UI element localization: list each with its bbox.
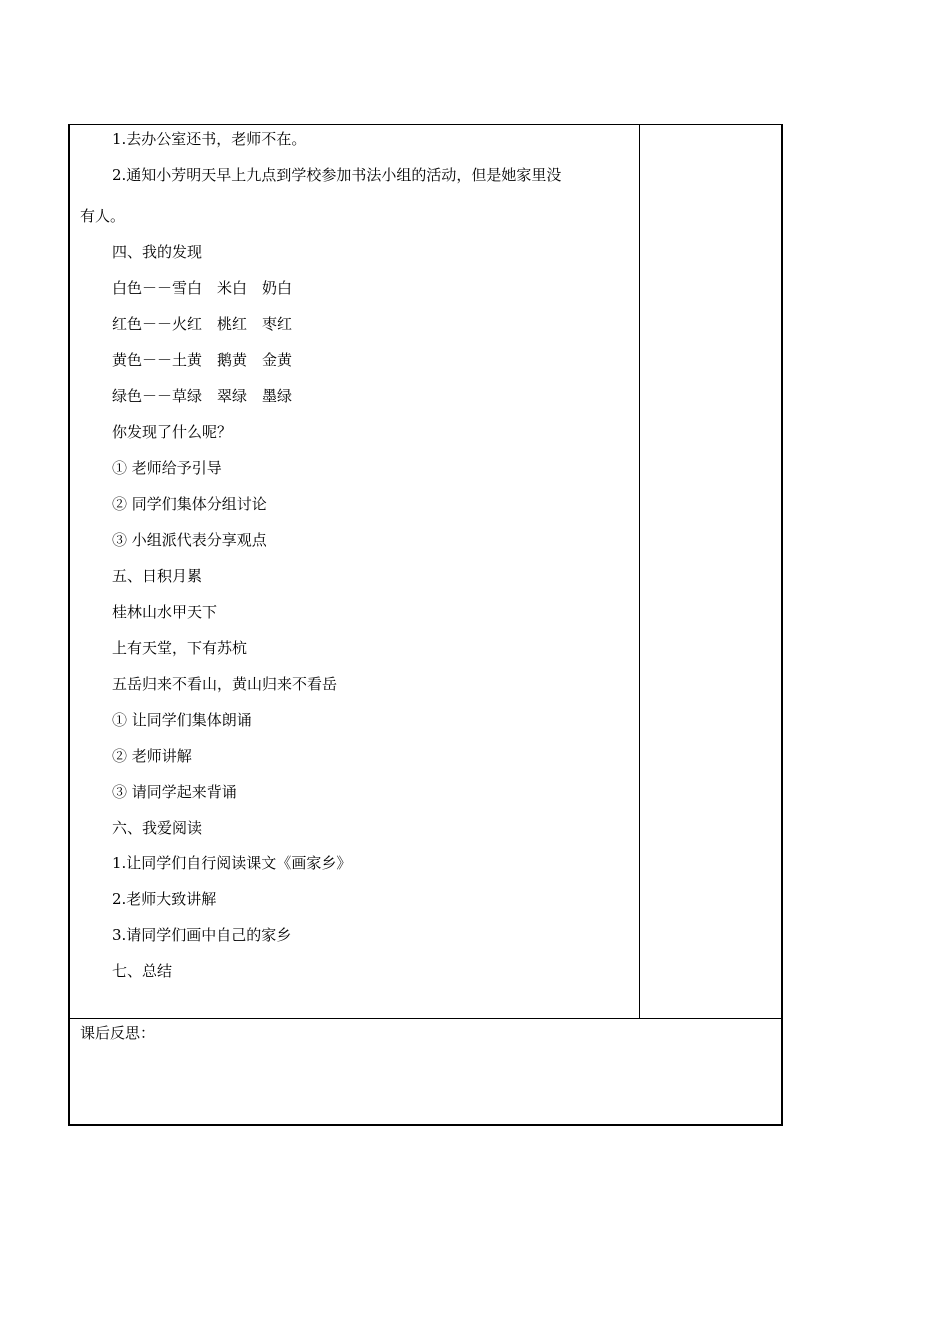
lesson-line: ③ 请同学起来背诵	[112, 783, 237, 801]
lesson-line: ① 让同学们集体朗诵	[112, 711, 252, 729]
lesson-line: 六、我爱阅读	[112, 819, 203, 837]
lesson-line: 黄色－－土黄 鹅黄 金黄	[112, 351, 293, 369]
lesson-line: ③ 小组派代表分享观点	[112, 531, 267, 549]
lesson-plan-table	[68, 124, 783, 1126]
lesson-line: ② 老师讲解	[112, 747, 192, 765]
lesson-line: 3.请同学们画中自己的家乡	[112, 926, 292, 944]
lesson-line: 四、我的发现	[112, 243, 203, 261]
lesson-line: 七、总结	[112, 962, 173, 980]
lesson-line: 五岳归来不看山，黄山归来不看岳	[112, 675, 338, 693]
reflection-cell	[70, 1018, 781, 1124]
lesson-line: 1.去办公室还书，老师不在。	[112, 130, 307, 148]
lesson-line: 绿色－－草绿 翠绿 墨绿	[112, 387, 293, 405]
lesson-line: 你发现了什么呢？	[112, 423, 233, 441]
lesson-content-cell	[70, 125, 640, 1018]
lesson-line: 2.老师大致讲解	[112, 890, 217, 908]
lesson-line: ① 老师给予引导	[112, 459, 222, 477]
lesson-line: 桂林山水甲天下	[112, 603, 218, 621]
lesson-line: ② 同学们集体分组讨论	[112, 495, 267, 513]
lesson-line: 五、日积月累	[112, 567, 203, 585]
notes-cell	[640, 125, 781, 1018]
lesson-line: 有人。	[80, 207, 126, 225]
reflection-label: 课后反思：	[80, 1024, 156, 1042]
lesson-line: 1.让同学们自行阅读课文《画家乡》	[112, 854, 352, 872]
lesson-line: 红色－－火红 桃红 枣红	[112, 315, 293, 333]
lesson-line: 2.通知小芳明天早上九点到学校参加书法小组的活动，但是她家里没	[112, 166, 562, 184]
lesson-line: 上有天堂，下有苏杭	[112, 639, 248, 657]
lesson-line: 白色－－雪白 米白 奶白	[112, 279, 293, 297]
